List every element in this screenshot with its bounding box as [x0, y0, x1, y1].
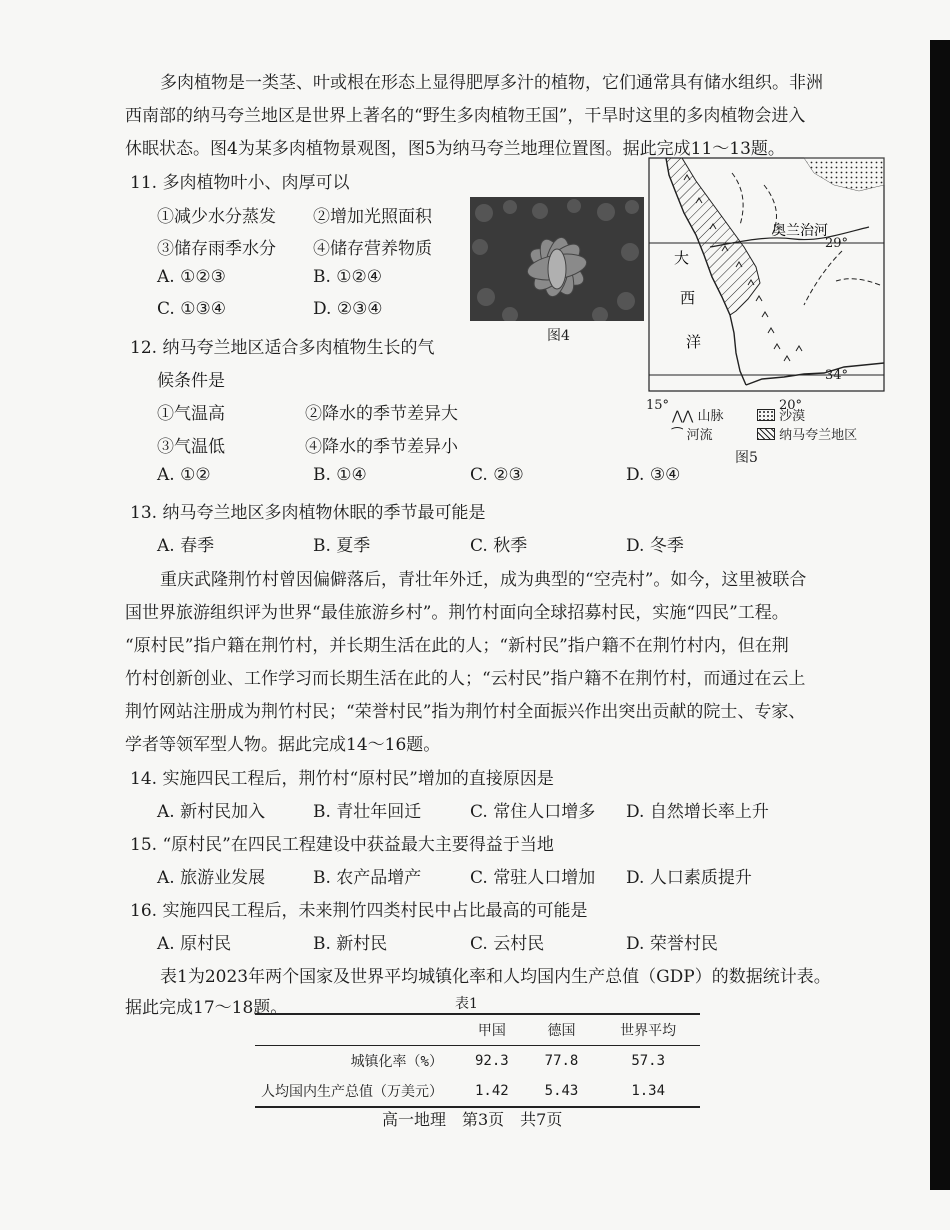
q14-option-a: A. 新村民加入: [157, 802, 266, 822]
intro3-line-2: 据此完成17～18题。: [125, 998, 288, 1018]
legend-river-label: 河流: [686, 428, 713, 443]
q11-item-3: ③储存雨季水分: [157, 239, 276, 259]
q16-option-a: A. 原村民: [157, 934, 232, 954]
dashed-river-1: [732, 173, 743, 225]
succulent-photo: [470, 197, 644, 321]
lat-29-label: 29°: [825, 236, 849, 251]
q16-option-d: D. 荣誉村民: [626, 934, 718, 954]
q14-stem: 14. 实施四民工程后，荆竹村“原村民”增加的直接原因是: [130, 769, 554, 789]
intro2-line-2: 国世界旅游组织评为世界“最佳旅游乡村”。荆竹村面向全球招募村民，实施“四民”工程。: [125, 603, 789, 623]
table-row: [255, 1076, 700, 1107]
table1-header-empty: [255, 1014, 457, 1046]
q11-option-a: A. ①②③: [157, 267, 226, 287]
legend-mountain: [672, 405, 723, 424]
dashed-river-3: [804, 251, 842, 305]
q15-option-a: A. 旅游业发展: [157, 868, 266, 888]
table1-header-germany: 德国: [547, 1023, 576, 1039]
q11-item-1: ①减少水分蒸发: [157, 207, 276, 227]
table1-header-country-a: 甲国: [477, 1023, 506, 1039]
q12-option-b: B. ①④: [313, 465, 367, 485]
page-footer: 高一地理 第3页 共7页: [382, 1110, 563, 1129]
ocean-label-2: 西: [680, 289, 696, 307]
intro1-line-1: 多肉植物是一类茎、叶或根在形态上显得肥厚多汁的植物，它们通常具有储水组织。非洲: [160, 73, 823, 93]
q12-item-3: ③气温低: [157, 437, 225, 457]
table1-header-row: [255, 1014, 700, 1046]
dashed-river-4: [836, 279, 880, 285]
intro2-line-6: 学者等领军型人物。据此完成14～16题。: [125, 735, 441, 755]
legend-desert: [757, 405, 805, 424]
row-label-gdp: 人均国内生产总值（万美元）: [261, 1084, 443, 1100]
ocean-label-3: 洋: [686, 333, 702, 351]
q12-item-4: ④降水的季节差异小: [305, 437, 458, 457]
intro2-line-4: 竹村创新创业、工作学习而长期生活在此的人；“云村民”指户籍不在荆竹村，而通过在云上: [125, 669, 806, 689]
q15-option-c: C. 常驻人口增加: [470, 868, 596, 888]
q15-option-d: D. 人口素质提升: [626, 868, 752, 888]
legend-mountain-label: 山脉: [697, 409, 724, 424]
q12-item-1: ①气温高: [157, 404, 225, 424]
river-legend-icon: ⁀: [672, 428, 683, 443]
q12-stem-line-1: 12. 纳马夸兰地区适合多肉植物生长的气: [130, 338, 435, 358]
intro2-line-3: “原村民”指户籍在荆竹村，并长期生活在此的人；“新村民”指户籍不在荆竹村内，但在荆: [125, 636, 789, 656]
intro3-line-1: 表1为2023年两个国家及世界平均城镇化率和人均国内生产总值（GDP）的数据统计表。: [160, 967, 831, 987]
intro1-line-3: 休眠状态。图4为某多肉植物景观图，图5为纳马夸兰地理位置图。据此完成11～13题。: [125, 139, 785, 159]
south-coast: [746, 363, 884, 385]
row-label-urbanization: 城镇化率（%）: [350, 1054, 443, 1070]
table1-header-world: 世界平均: [620, 1023, 677, 1039]
desert-legend-icon: [757, 409, 775, 421]
q11-option-c: C. ①③④: [157, 299, 226, 319]
cell-gdp-germany: 5.43: [544, 1083, 579, 1099]
q13-option-a: A. 春季: [157, 536, 215, 556]
table1: [255, 1013, 700, 1108]
hatch-legend-icon: [757, 428, 775, 440]
cell-urbanization-country-a: 92.3: [474, 1053, 509, 1069]
table-row: [255, 1046, 700, 1077]
q11-stem: 11. 多肉植物叶小、肉厚可以: [130, 173, 350, 193]
q16-stem: 16. 实施四民工程后，未来荆竹四类村民中占比最高的可能是: [130, 901, 588, 921]
q13-option-c: C. 秋季: [470, 536, 528, 556]
lon-20-label: 20°: [779, 398, 803, 413]
fig5-caption: 图5: [735, 450, 758, 466]
cell-gdp-world: 1.34: [631, 1083, 666, 1099]
q12-stem-line-2: 候条件是: [157, 371, 225, 391]
legend-namaqualand: [757, 424, 857, 443]
cell-urbanization-world: 57.3: [631, 1053, 666, 1069]
scan-edge-bar: [930, 40, 950, 1190]
cell-urbanization-germany: 77.8: [544, 1053, 579, 1069]
cell-gdp-country-a: 1.42: [474, 1083, 509, 1099]
q11-item-4: ④储存营养物质: [313, 239, 432, 259]
lon-15-label: 15°: [646, 398, 670, 413]
q11-option-b: B. ①②④: [313, 267, 383, 287]
intro2-line-1: 重庆武隆荆竹村曾因偏僻落后，青壮年外迁，成为典型的“空壳村”。如今，这里被联合: [160, 570, 807, 590]
q14-option-d: D. 自然增长率上升: [626, 802, 769, 822]
fig4-caption: 图4: [547, 328, 570, 344]
q15-option-b: B. 农产品增产: [313, 868, 422, 888]
q11-option-d: D. ②③④: [313, 299, 383, 319]
q13-option-b: B. 夏季: [313, 536, 371, 556]
desert-area: [804, 158, 884, 191]
legend-desert-label: 沙漠: [779, 409, 806, 424]
q14-option-b: B. 青壮年回迁: [313, 802, 422, 822]
q15-stem: 15. “原村民”在四民工程建设中获益最大主要得益于当地: [130, 835, 554, 855]
intro1-line-2: 西南部的纳马夸兰地区是世界上著名的“野生多肉植物王国”，干旱时这里的多肉植物会进入: [125, 106, 806, 126]
river-label: 奥兰治河: [772, 223, 828, 239]
q16-option-b: B. 新村民: [313, 934, 388, 954]
q12-item-2: ②降水的季节差异大: [305, 404, 458, 424]
namaqualand-map: [644, 155, 889, 395]
lat-34-label: 34°: [825, 368, 849, 383]
mountain-legend-icon: ⋀⋀: [672, 409, 694, 424]
q12-option-c: C. ②③: [470, 465, 524, 485]
q11-item-2: ②增加光照面积: [313, 207, 432, 227]
legend-namaqualand-label: 纳马夸兰地区: [779, 428, 858, 443]
q16-option-c: C. 云村民: [470, 934, 545, 954]
intro2-line-5: 荆竹网站注册成为荆竹村民；“荣誉村民”指为荆竹村全面振兴作出突出贡献的院士、专家、: [125, 702, 806, 722]
q12-option-d: D. ③④: [626, 465, 681, 485]
q13-option-d: D. 冬季: [626, 536, 684, 556]
ocean-label-1: 大: [674, 249, 690, 267]
q12-option-a: A. ①②: [157, 465, 211, 485]
q13-stem: 13. 纳马夸兰地区多肉植物休眠的季节最可能是: [130, 503, 486, 523]
q14-option-c: C. 常住人口增多: [470, 802, 596, 822]
table1-caption: 表1: [455, 996, 478, 1012]
legend-river: [672, 424, 713, 443]
